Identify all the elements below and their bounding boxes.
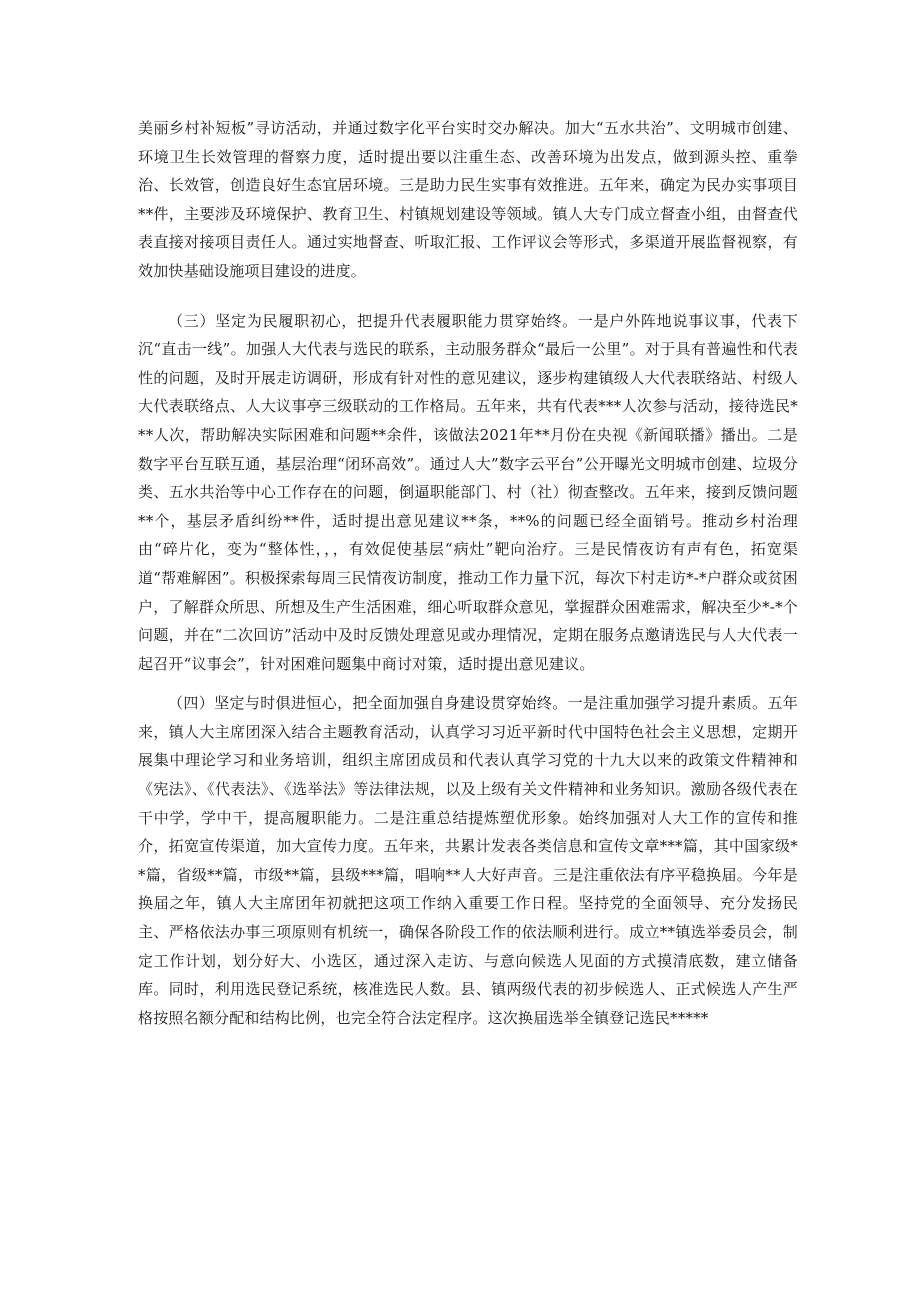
paragraph-continued: 美丽乡村补短板”寻访活动，并通过数字化平台实时交办解决。加大“五水共治”、文明城市创建、环境卫生长效管理的督察力度，适时提出要以注重生态、改善环境为出发点，做到源头控、重拳治、长效管，创造良好生态宜居环境。三是助力民生实事有效推进。五年来，确定为民办实事项目**件，主要涉及环境保护、教育卫生、村镇规划建设等领域。镇人大专门成立督查小组，由督查代表直接对接项目责任人。通过实地督查、听取汇报、工作评议会等形式，多渠道开展监督视察，有效加快基础设施项目建设的进度。 [138,119,798,280]
document-body [138,114,798,1032]
paragraph-section-4: （四）坚定与时俱进恒心，把全面加强自身建设贯穿始终。一是注重加强学习提升素质。五年来，镇人大主席团深入结合主题教育活动，认真学习习近平新时代中国特色社会主义思想，定期开展集中理论学习和业务培训，组织主席团成员和代表认真学习党的十九大以来的政策文件精神和《宪法》、《代表法》、《选举法》等法律法规，以及上级有关文件精神和业务知识。激励各级代表在干中学，学中干，提高履职能力。二是注重总结提炼塑优形象。始终加强对人大工作的宣传和推介，拓宽宣传渠道，加大宣传力度。五年来，共累计发表各类信息和宣传文章***篇，其中国家级**篇，省级**篇，市级**篇，县级***篇，唱响**人大好声音。三是注重依法有序平稳换届。今年是换届之年，镇人大主席团年初就把这项工作纳入重要工作日程。坚持党的全面领导、充分发扬民主、严格依法办事三项原则有机统一，确保各阶段工作的依法顺利进行。成立**镇选举委员会，制定工作计划，划分好大、小选区，通过深入走访、与意向候选人见面的方式摸清底数，建立储备库。同时，利用选民登记系统，核准选民人数。县、镇两级代表的初步候选人、正式候选人产生严格按照名额分配和结构比例，也完全符合法定程序。这次换届选举全镇登记选民***** [138,694,798,1027]
paragraph-section-3: （三）坚定为民履职初心，把提升代表履职能力贯穿始终。一是户外阵地说事议事，代表下沉“直击一线”。加强人大代表与选民的联系，主动服务群众“最后一公里”。对于具有普遍性和代表性的问题，及时开展走访调研，形成有针对性的意见建议，逐步构建镇级人大代表联络站、村级人大代表联络点、人大议事亭三级联动的工作格局。五年来，共有代表***人次参与活动，接待选民***人次，帮助解决实际困难和问题**余件，该做法2021年**月份在央视《新闻联播》播出。二是数字平台互联互通，基层治理“闭环高效”。通过人大”数字云平台”公开曝光文明城市创建、垃圾分类、五水共治等中心工作存在的问题，倒逼职能部门、村（社）彻查整改。五年来，接到反馈问题**个，基层矛盾纠纷**件，适时提出意见建议**条，**%的问题已经全面销号。推动乡村治理由“碎片化，变为“整体性，，，有效促使基层“病灶”靶向治疗。三是民情夜访有声有色，拓宽渠道“帮难解困”。积极探索每周三民情夜访制度，推动工作力量下沉，每次下村走访*-*户群众或贫困户，了解群众所思、所想及生产生活困难，细心听取群众意见，掌握群众困难需求，解决至少*-*个问题，并在“二次回访”活动中及时反馈处理意见或办理情况，定期在服务点邀请选民与人大代表一起召开“议事会”，针对困难问题集中商讨对策，适时提出意见建议。 [138,311,798,673]
